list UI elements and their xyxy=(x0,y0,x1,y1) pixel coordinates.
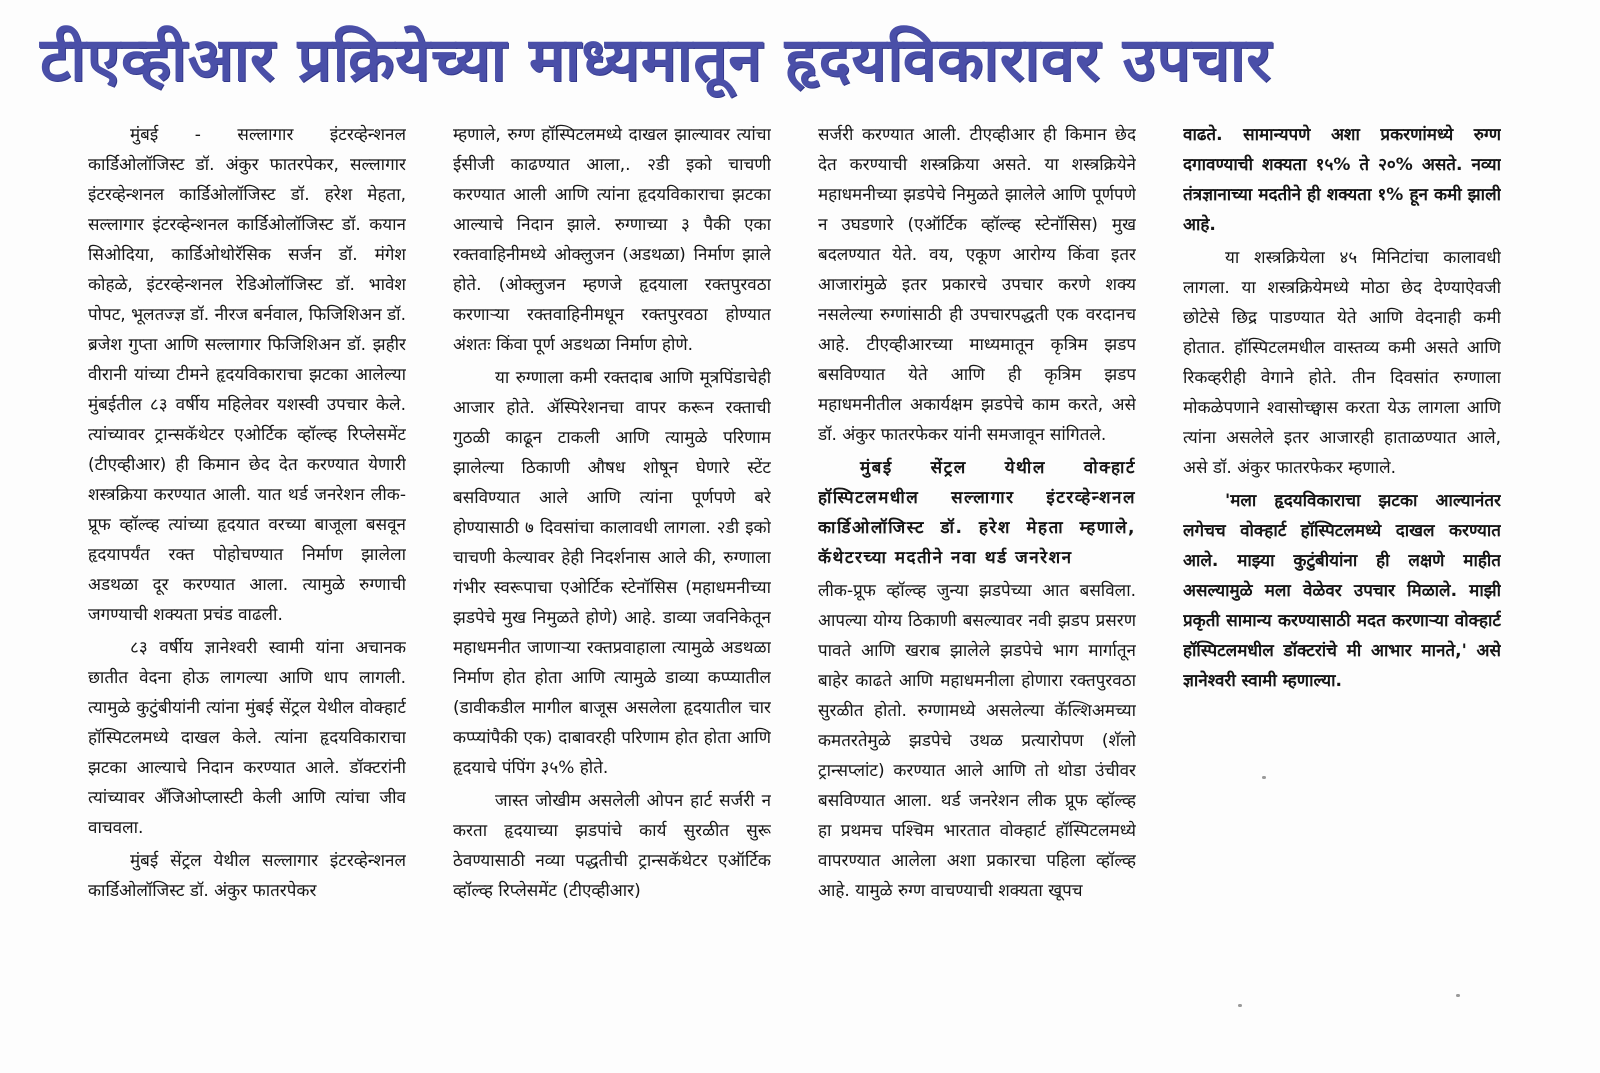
paragraph: लीक-प्रूफ व्हॉल्व्ह जुन्या झडपेच्या आत बसविला. आपल्या योग्य ठिकाणी बसल्यावर नवी झडप प्रसरण पावते आणि खराब झालेले झडपेचे भाग मार्गातून बाहेर काढते आणि महाधमनीला होणारा रक्तपुरवठा सुरळीत होतो. रुग्णामध्ये असलेल्या कॅल्शिअमच्या कमतरतेमुळे झडपेचे उथळ प्रत्यारोपण (शॅलो ट्रान्सप्लांट) करण्यात आले आणि तो थोडा उंचीवर बसविण्यात आला. थर्ड जनरेशन लीक प्रूफ व्हॉल्व्ह हा प्रथमच पश्चिम भारतात वोक्हार्ट हॉस्पिटलमध्ये वापरण्यात आलेला अशा प्रकारचा पहिला व्हॉल्व्ह आहे. यामुळे रुग्ण वाचण्याची शक्यता खूपच xyxy=(818,581,1136,901)
article-column-1 xyxy=(88,120,406,1060)
paragraph: वाढते. सामान्यपणे अशा प्रकरणांमध्ये रुग्ण दगावण्याची शक्यता १५% ते २०% असते. नव्या तंत्रज्ञानाच्या मदतीने ही शक्यता १% हून कमी झाली आहे. xyxy=(1183,125,1501,235)
print-speck xyxy=(1262,776,1266,779)
paragraph: या शस्त्रक्रियेला ४५ मिनिटांचा कालावधी लागला. या शस्त्रक्रियेमध्ये मोठा छेद देण्याऐवजी छोटेसे छिद्र पाडण्यात येते आणि वेदनाही कमी होतात. हॉस्पिटलमधील वास्तव्य कमी असते आणि रिकव्हरीही वेगाने होते. तीन दिवसांत रुग्णाला मोकळेपणाने श्वासोच्छ्वास करता येऊ लागला आणि त्यांना असलेले इतर आजारही हाताळण्यात आले, असे डॉ. अंकुर फातरफेकर म्हणाले. xyxy=(1183,248,1501,478)
article-column-4 xyxy=(1183,120,1501,1060)
print-speck xyxy=(1238,1004,1242,1007)
paragraph: सर्जरी करण्यात आली. टीएव्हीआर ही किमान छेद देत करण्याची शस्त्रक्रिया असते. या शस्त्रक्रियेने महाधमनीच्या झडपेचे निमुळते झालेले आणि पूर्णपणे न उघडणारे (एऑर्टिक व्हॉल्व्ह स्टेनॉसिस) मुख बदलण्यात येते. वय, एकूण आरोग्य किंवा इतर आजारांमुळे इतर प्रकारचे उपचार करणे शक्य नसलेल्या रुग्णांसाठी ही उपचारपद्धती एक वरदानच आहे. टीएव्हीआरच्या माध्यमातून कृत्रिम झडप बसविण्यात येते आणि ही कृत्रिम झडप महाधमनीतील अकार्यक्षम झडपेचे काम करते, असे डॉ. अंकुर फातरफेकर यांनी समजावून सांगितले. xyxy=(818,125,1136,445)
paragraph: मुंबई सेंट्रल येथील सल्लागार इंटरव्हेन्शनल कार्डिओलॉजिस्ट डॉ. अंकुर फातरपेकर xyxy=(88,851,406,901)
article-column-2 xyxy=(453,120,771,1060)
paragraph: या रुग्णाला कमी रक्तदाब आणि मूत्रपिंडाचेही आजार होते. ॲस्पिरेशनचा वापर करून रक्ताची गुठळी काढून टाकली आणि त्यामुळे परिणाम झालेल्या ठिकाणी औषध शोषून घेणारे स्टेंट बसविण्यात आले आणि त्यांना पूर्णपणे बरे होण्यासाठी ७ दिवसांचा कालावधी लागला. २डी इको चाचणी केल्यावर हेही निदर्शनास आले की, रुग्णाला गंभीर स्वरूपाचा एओर्टिक स्टेनॉसिस (महाधमनीच्या झडपेचे मुख निमुळते होणे) आहे. डाव्या जवनिकेतून महाधमनीत जाणाऱ्या रक्तप्रवाहाला त्यामुळे अडथळा निर्माण होत होता आणि त्यामुळे डाव्या कप्प्यातील (डावीकडील मागील बाजूस असलेला हृदयातील चार कप्प्यांपैकी एक) दाबावरही परिणाम होत होता आणि हृदयाचे पंपिंग ३५% होते. xyxy=(453,368,771,778)
paragraph: 'मला हृदयविकाराचा झटका आल्यानंतर लगेचच वोक्हार्ट हॉस्पिटलमध्ये दाखल करण्यात आले. माझ्या कुटुंबीयांना ही लक्षणे माहीत असल्यामुळे मला वेळेवर उपचार मिळाले. माझी प्रकृती सामान्य करण्यासाठी मदत करणाऱ्या वोक्हार्ट हॉस्पिटलमधील डॉक्टरांचे मी आभार मानते,' असे ज्ञानेश्वरी स्वामी म्हणाल्या. xyxy=(1183,491,1501,691)
article-column-3 xyxy=(818,120,1136,1060)
print-speck xyxy=(1456,994,1460,997)
paragraph: जास्त जोखीम असलेली ओपन हार्ट सर्जरी न करता हृदयाच्या झडपांचे कार्य सुरळीत सुरू ठेवण्यासाठी नव्या पद्धतीची ट्रान्सकॅथेटर एऑर्टिक व्हॉल्व्ह रिप्लेसमेंट (टीएव्हीआर) xyxy=(453,791,771,901)
paragraph: मुंबई सेंट्रल येथील वोक्हार्ट हॉस्पिटलमधील सल्लागार इंटरव्हेन्शनल कार्डिओलॉजिस्ट डॉ. हरेश मेहता म्हणाले, कॅथेटरच्या मदतीने नवा थर्ड जनरेशन xyxy=(818,458,1136,568)
paragraph: म्हणाले, रुग्ण हॉस्पिटलमध्ये दाखल झाल्यावर त्यांचा ईसीजी काढण्यात आला,. २डी इको चाचणी करण्यात आली आणि त्यांना हृदयविकाराचा झटका आल्याचे निदान झाले. रुग्णाच्या ३ पैकी एका रक्तवाहिनीमध्ये ओक्लुजन (अडथळा) निर्माण झाले होते. (ओक्लुजन म्हणजे हृदयाला रक्तपुरवठा करणाऱ्या रक्तवाहिनीमधून रक्तपुरवठा होण्यात अंशतः किंवा पूर्ण अडथळा निर्माण होणे. xyxy=(453,125,771,355)
paragraph: ८३ वर्षीय ज्ञानेश्वरी स्वामी यांना अचानक छातीत वेदना होऊ लागल्या आणि धाप लागली. त्यामुळे कुटुंबीयांनी त्यांना मुंबई सेंट्रल येथील वोक्हार्ट हॉस्पिटलमध्ये दाखल केले. त्यांना हृदयविकाराचा झटका आल्याचे निदान करण्यात आले. डॉक्टरांनी त्यांच्यावर अँजिओप्लास्टी केली आणि त्यांचा जीव वाचवला. xyxy=(88,638,406,838)
paragraph: मुंबई - सल्लागार इंटरव्हेन्शनल कार्डिओलॉजिस्ट डॉ. अंकुर फातरपेकर, सल्लागार इंटरव्हेन्शनल कार्डिओलॉजिस्ट डॉ. हरेश मेहता, सल्लागार इंटरव्हेन्शनल कार्डिओलॉजिस्ट डॉ. कयान सिओदिया, कार्डिओथोरॅसिक सर्जन डॉ. मंगेश कोहळे, इंटरव्हेन्शनल रेडिओलॉजिस्ट डॉ. भावेश पोपट, भूलतज्ज्ञ डॉ. नीरज बर्नवाल, फिजिशिअन डॉ. ब्रजेश गुप्ता आणि सल्लागार फिजिशिअन डॉ. झहीर वीरानी यांच्या टीमने हृदयविकाराचा झटका आलेल्या मुंबईतील ८३ वर्षीय महिलेवर यशस्वी उपचार केले. त्यांच्यावर ट्रान्सकॅथेटर एओर्टिक व्हॉल्व्ह रिप्लेसमेंट (टीएव्हीआर) ही किमान छेद देत करण्यात येणारी शस्त्रक्रिया करण्यात आली. यात थर्ड जनरेशन लीक-प्रूफ व्हॉल्व्ह त्यांच्या हृदयात वरच्या बाजूला बसवून हृदयापर्यंत रक्त पोहोचण्यात निर्माण झालेला अडथळा दूर करण्यात आला. त्यामुळे रुग्णाची जगण्याची शक्यता प्रचंड वाढली. xyxy=(88,125,406,625)
article-headline: टीएव्हीआर प्रक्रियेच्या माध्यमातून हृदयविकारावर उपचार xyxy=(40,25,1272,95)
